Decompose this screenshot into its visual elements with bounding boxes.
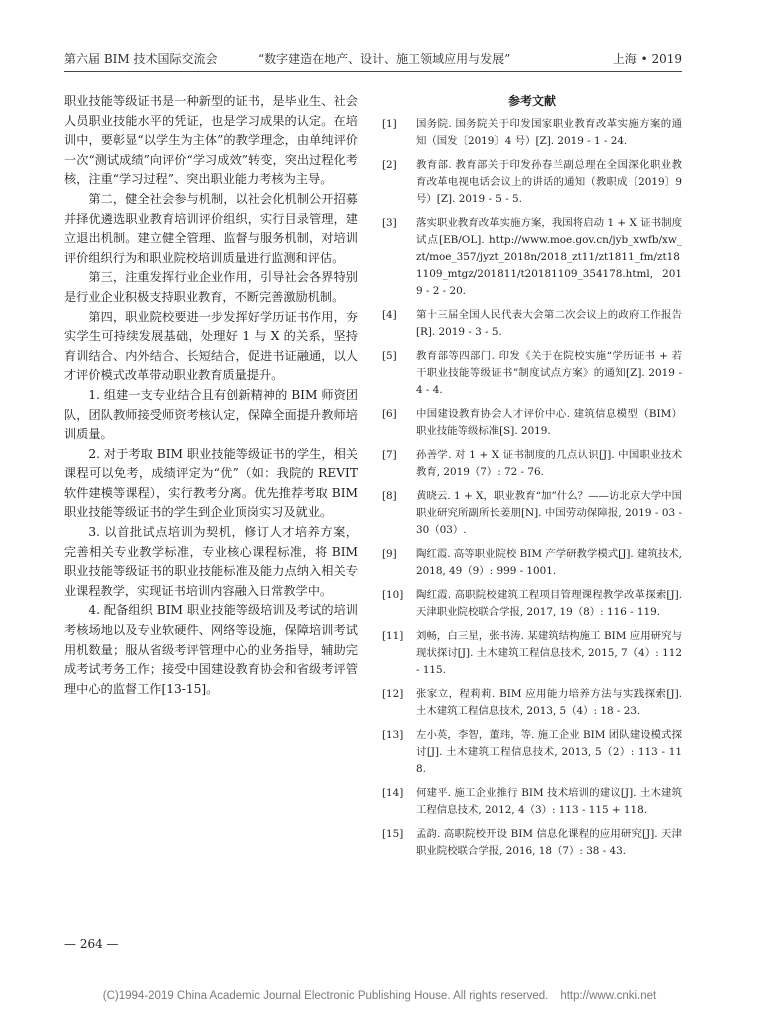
- header-conference: 第六届 BIM 技术国际交流会: [64, 52, 218, 66]
- references-title: 参考文献: [507, 94, 556, 108]
- reference-number: [7]: [382, 449, 397, 461]
- reference-text: 教育部. 教育部关于印发孙春兰副总理在全国深化职业教育改革电视电话会议上的讲话的通知（教职成〔2019〕9 号）[Z]. 2019 - 5 - 5.: [416, 159, 682, 205]
- paragraph: 第二，健全社会参与机制，以社会化机制公开招募并择优遴选职业教育培训评价组织，实行目录管理，建立退出机制。建立健全管理、监督与服务机制，对培训评价组织行为和职业院校培训质量进行监测和评估。: [64, 191, 358, 265]
- reference-text: 黄晓云. 1 + X，职业教育“加”什么？——访北京大学中国职业研究所副所长姜朋[N]. 中国劳动保障报, 2019 - 03 - 30（03）.: [416, 490, 682, 536]
- header-rule: [64, 71, 682, 72]
- paragraph: 1. 组建一支专业结合且有创新精神的 BIM 师资团队，团队教师接受师资考核认定，保障全面提升教师培训质量。: [64, 387, 358, 442]
- reference-number: [13]: [382, 729, 404, 741]
- header-place-year: 上海 • 2019: [612, 52, 682, 66]
- reference-text: 张家立，程莉莉. BIM 应用能力培养方法与实践探索[J]. 土木建筑工程信息技术, 2013, 5（4）: 18 - 23.: [416, 688, 682, 717]
- paragraph: 4. 配备组织 BIM 职业技能等级培训及考试的培训考核场地以及专业软硬件、网络等设施，保障培训考试用机数量；服从省级考评管理中心的业务指导，辅助完成考试考务工作；接受中国建设教育协会和省级考评管理中心的监督工作[13-15]。: [64, 603, 358, 696]
- reference-number: [2]: [382, 159, 397, 171]
- reference-text: 落实职业教育改革实施方案，我国将启动 1 + X 证书制度试点[EB/OL]. http://www.moe.gov.cn/jyb_xwfb/xw_zt/moe_357/jyzt_2018n/2018_zt11/zt1811_fm/zt181109_mtgz/201811/t20181109_354178.html, 2019 - 2 - 20.: [416, 217, 682, 297]
- reference-item: [382, 587, 682, 621]
- reference-number: [15]: [382, 828, 404, 840]
- body-text-column: [64, 92, 358, 699]
- copyright-text: (C)1994-2019 China Academic Journal Electronic Publishing House. All rights reserved.: [102, 990, 549, 1002]
- reference-text: 孙善学. 对 1 + X 证书制度的几点认识[J]. 中国职业技术教育, 2019（7）: 72 - 76.: [416, 449, 682, 478]
- copyright-footer: [0, 988, 759, 1004]
- reference-number: [3]: [382, 217, 397, 229]
- reference-text: 孟韵. 高职院校开设 BIM 信息化课程的应用研究[J]. 天津职业院校联合学报, 2016, 18（7）: 38 - 43.: [416, 828, 682, 857]
- reference-number: [8]: [382, 490, 397, 502]
- reference-number: [4]: [382, 309, 397, 321]
- references-section: [382, 92, 682, 867]
- reference-number: [10]: [382, 589, 404, 601]
- reference-number: [5]: [382, 350, 397, 362]
- page-number: — 264 —: [64, 937, 119, 951]
- reference-number: [11]: [382, 630, 404, 642]
- reference-text: 国务院. 国务院关于印发国家职业教育改革实施方案的通知（国发〔2019〕4 号）[Z]. 2019 - 1 - 24.: [416, 118, 682, 147]
- reference-number: [9]: [382, 548, 397, 560]
- reference-item: [382, 686, 682, 720]
- paragraph: 2. 对于考取 BIM 职业技能等级证书的学生，相关课程可以免考，成绩评定为“优”（如：我院的 REVIT 软件建模等课程），实行教考分离。优先推荐考取 BIM 职业技能等级证书的学生到企业顶岗实习及就业。: [64, 446, 358, 520]
- reference-item: [382, 215, 682, 300]
- reference-item: [382, 307, 682, 341]
- reference-number: [14]: [382, 787, 404, 799]
- reference-item: [382, 157, 682, 208]
- reference-item: [382, 628, 682, 679]
- running-header: [64, 50, 682, 68]
- reference-text: 中国建设教育协会人才评价中心. 建筑信息模型（BIM）职业技能等级标准[S]. 2019.: [416, 408, 682, 437]
- reference-text: 教育部等四部门. 印发《关于在院校实施“学历证书 + 若干职业技能等级证书”制度试点方案》的通知[Z]. 2019 - 4 - 4.: [416, 350, 682, 396]
- reference-text: 刘畅，白三星，张书涛. 某建筑结构施工 BIM 应用研究与现状探讨[J]. 土木建筑工程信息技术, 2015, 7（4）: 112 - 115.: [416, 630, 682, 676]
- paragraph: 3. 以首批试点培训为契机，修订人才培养方案，完善相关专业教学标准，专业核心课程标准，将 BIM 职业技能等级证书的职业技能标准及能力点纳入相关专业课程教学，实现证书培训内容融入日常教学中。: [64, 525, 358, 598]
- reference-number: [12]: [382, 688, 404, 700]
- header-theme: “数字建造在地产、设计、施工领域应用与发展”: [258, 52, 511, 66]
- paragraph: 第四，职业院校要进一步发挥好学历证书作用，夯实学生可持续发展基础，处理好 1 与 X 的关系，坚持育训结合、内外结合、长短结合，促进书证融通，以人才评价模式改革带动职业教育质量提升。: [64, 309, 358, 383]
- reference-item: [382, 116, 682, 150]
- reference-item: [382, 785, 682, 819]
- reference-text: 陶红霞. 高职院校建筑工程项目管理课程教学改革探索[J]. 天津职业院校联合学报, 2017, 19（8）: 116 - 119.: [416, 589, 682, 618]
- reference-item: [382, 546, 682, 580]
- reference-item: [382, 488, 682, 539]
- paragraph: 职业技能等级证书是一种新型的证书，是毕业生、社会人员职业技能水平的凭证，也是学习成果的认定。在培训中，要彰显“以学生为主体”的教学理念，由单纯评价一次“测试成绩”向评价“学习成效”转变，突出过程化考核，注重“学习过程”、突出职业能力考核为主导。: [64, 94, 358, 187]
- reference-number: [6]: [382, 408, 397, 420]
- footer-url[interactable]: http://www.cnki.net: [560, 990, 657, 1002]
- reference-number: [1]: [382, 118, 397, 130]
- reference-text: 第十三届全国人民代表大会第二次会议上的政府工作报告[R]. 2019 - 3 - 5.: [416, 309, 682, 338]
- reference-item: [382, 727, 682, 778]
- reference-text: 陶红霞. 高等职业院校 BIM 产学研教学模式[J]. 建筑技术, 2018, 49（9）: 999 - 1001.: [416, 548, 682, 577]
- paragraph: 第三，注重发挥行业企业作用，引导社会各界特别是行业企业积极支持职业教育，不断完善激励机制。: [64, 270, 358, 304]
- reference-item: [382, 348, 682, 399]
- reference-item: [382, 406, 682, 440]
- reference-item: [382, 826, 682, 860]
- reference-text: 何建平. 施工企业推行 BIM 技术培训的建议[J]. 土木建筑工程信息技术, 2012, 4（3）: 113 - 115 + 118.: [416, 787, 682, 816]
- reference-text: 左小英，李智，董玮，等. 施工企业 BIM 团队建设模式探讨[J]. 土木建筑工程信息技术, 2013, 5（2）: 113 - 118.: [416, 729, 682, 775]
- reference-item: [382, 447, 682, 481]
